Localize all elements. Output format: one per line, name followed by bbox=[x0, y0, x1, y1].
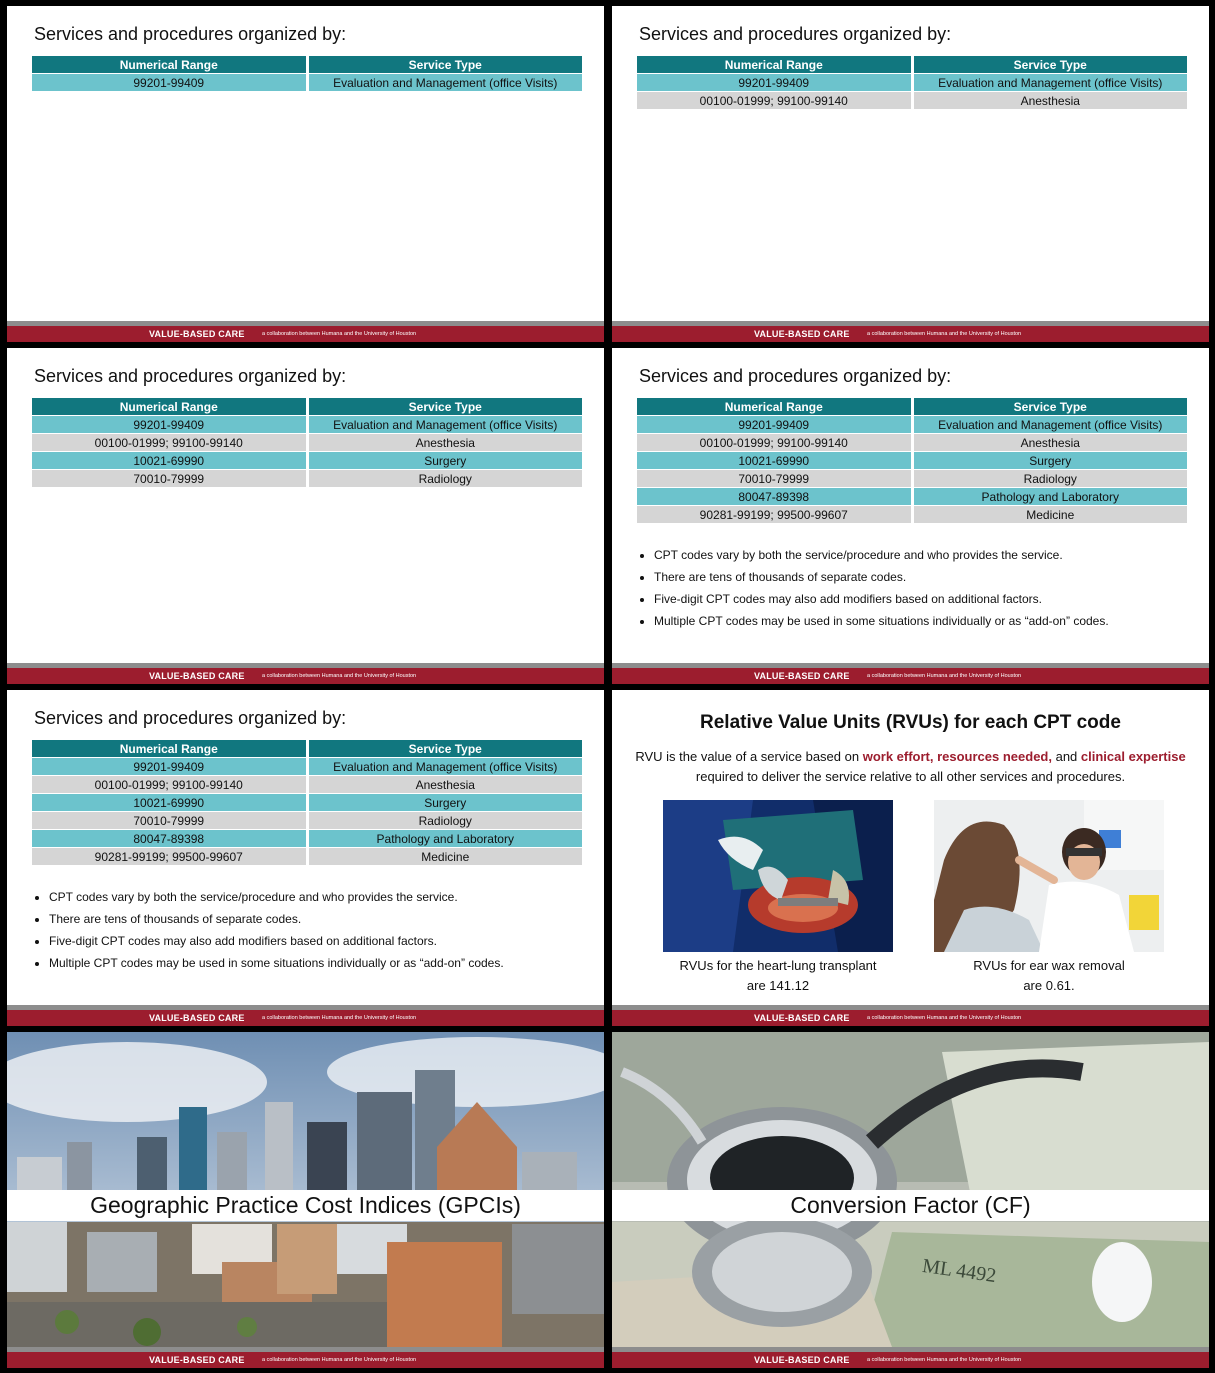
slide-title: Services and procedures organized by: bbox=[34, 366, 347, 386]
header-service-type: Service Type bbox=[309, 56, 583, 73]
type-cell: Anesthesia bbox=[309, 776, 583, 793]
footer-brand: VALUE-BASED CARE bbox=[149, 671, 245, 681]
type-cell: Pathology and Laboratory bbox=[914, 488, 1188, 505]
type-cell: Radiology bbox=[309, 470, 583, 487]
cpt-table bbox=[29, 397, 585, 488]
desc-suffix: required to deliver the service relative to all other services and procedures. bbox=[695, 769, 1126, 784]
table-row bbox=[32, 416, 582, 433]
type-cell: Radiology bbox=[309, 812, 583, 829]
list-item: • Multiple CPT codes may be used in some situations individually or as “add-on” codes. bbox=[654, 614, 1109, 628]
range-cell: 00100-01999; 99100-99140 bbox=[32, 434, 306, 451]
type-cell: Surgery bbox=[914, 452, 1188, 469]
type-cell: Anesthesia bbox=[914, 92, 1188, 109]
range-cell: 00100-01999; 99100-99140 bbox=[637, 434, 911, 451]
table-row bbox=[32, 758, 582, 775]
table-header-row bbox=[637, 56, 1187, 73]
footer-bar bbox=[612, 663, 1209, 684]
range-cell: 70010-79999 bbox=[32, 812, 306, 829]
footer-bar bbox=[612, 1005, 1209, 1026]
footer-brand: VALUE-BASED CARE bbox=[149, 1013, 245, 1023]
header-numerical-range: Numerical Range bbox=[637, 398, 911, 415]
table-row bbox=[32, 470, 582, 487]
table-row bbox=[32, 812, 582, 829]
footer-bar bbox=[7, 321, 604, 342]
footer-brand: VALUE-BASED CARE bbox=[754, 1355, 850, 1365]
header-numerical-range: Numerical Range bbox=[32, 56, 306, 73]
footer-brand: VALUE-BASED CARE bbox=[754, 329, 850, 339]
type-cell: Medicine bbox=[309, 848, 583, 865]
ear-exam-illustration bbox=[934, 800, 1164, 952]
footer-collab: a collaboration between Humana and the University of Houston bbox=[262, 1015, 417, 1021]
type-cell: Evaluation and Management (office Visits) bbox=[309, 758, 583, 775]
rvu-title: Relative Value Units (RVUs) for each CPT code bbox=[700, 712, 1121, 733]
type-cell: Surgery bbox=[309, 794, 583, 811]
footer-brand: VALUE-BASED CARE bbox=[149, 1355, 245, 1365]
table-row bbox=[32, 74, 582, 91]
footer-brand: VALUE-BASED CARE bbox=[754, 671, 850, 681]
range-cell: 80047-89398 bbox=[32, 830, 306, 847]
range-cell: 70010-79999 bbox=[32, 470, 306, 487]
footer-collab: a collaboration between Humana and the University of Houston bbox=[262, 331, 417, 337]
desc-prefix: RVU is the value of a service based on bbox=[635, 749, 863, 764]
footer-collab: a collaboration between Humana and the University of Houston bbox=[262, 673, 417, 679]
footer-collab: a collaboration between Humana and the University of Houston bbox=[262, 1357, 417, 1363]
surgery-illustration bbox=[663, 800, 893, 952]
slide-1[interactable] bbox=[7, 6, 604, 342]
slide-title: Services and procedures organized by: bbox=[639, 24, 952, 44]
table-row bbox=[32, 452, 582, 469]
footer-bar bbox=[7, 1347, 604, 1368]
table-row bbox=[637, 506, 1187, 523]
table-header-row bbox=[32, 740, 582, 757]
footer-bar bbox=[612, 321, 1209, 342]
ear-exam-photo bbox=[934, 800, 1164, 952]
slide-2[interactable] bbox=[612, 6, 1209, 342]
range-cell: 10021-69990 bbox=[637, 452, 911, 469]
header-numerical-range: Numerical Range bbox=[637, 56, 911, 73]
desc-mid: and bbox=[1051, 749, 1081, 764]
highlight-clinical-expertise: clinical expertise bbox=[1080, 749, 1186, 764]
type-cell: Medicine bbox=[914, 506, 1188, 523]
cpt-notes-list bbox=[29, 890, 504, 978]
table-row bbox=[32, 830, 582, 847]
type-cell: Evaluation and Management (office Visits) bbox=[914, 416, 1188, 433]
table-row bbox=[637, 470, 1187, 487]
table-row bbox=[637, 452, 1187, 469]
slide-6-rvu[interactable] bbox=[612, 690, 1209, 1026]
range-cell: 99201-99409 bbox=[637, 416, 911, 433]
range-cell: 00100-01999; 99100-99140 bbox=[637, 92, 911, 109]
table-header-row bbox=[32, 398, 582, 415]
table-row bbox=[637, 434, 1187, 451]
footer-collab: a collaboration between Humana and the University of Houston bbox=[867, 1015, 1022, 1021]
slide-title: Services and procedures organized by: bbox=[34, 708, 347, 728]
footer-collab: a collaboration between Humana and the University of Houston bbox=[867, 1357, 1022, 1363]
list-item: • CPT codes vary by both the service/procedure and who provides the service. bbox=[49, 890, 504, 904]
surgery-photo bbox=[663, 800, 893, 952]
header-numerical-range: Numerical Range bbox=[32, 740, 306, 757]
type-cell: Surgery bbox=[309, 452, 583, 469]
table-row bbox=[637, 74, 1187, 91]
footer-collab: a collaboration between Humana and the University of Houston bbox=[867, 331, 1022, 337]
slide-title: Services and procedures organized by: bbox=[639, 366, 952, 386]
type-cell: Evaluation and Management (office Visits) bbox=[309, 74, 583, 91]
slide-title: Services and procedures organized by: bbox=[34, 24, 347, 44]
gpci-title: Geographic Practice Cost Indices (GPCIs) bbox=[7, 1190, 604, 1221]
rvu-description bbox=[622, 747, 1199, 787]
caption-line: are 141.12 bbox=[746, 978, 810, 993]
list-item: • Five-digit CPT codes may also add modifiers based on additional factors. bbox=[49, 934, 504, 948]
caption-line: RVUs for the heart-lung transplant bbox=[679, 958, 877, 973]
table-row bbox=[32, 776, 582, 793]
slide-3[interactable] bbox=[7, 348, 604, 684]
list-item: • There are tens of thousands of separate codes. bbox=[49, 912, 504, 926]
footer-bar bbox=[612, 1347, 1209, 1368]
cpt-table bbox=[634, 55, 1190, 110]
cpt-table bbox=[29, 55, 585, 92]
range-cell: 10021-69990 bbox=[32, 452, 306, 469]
range-cell: 99201-99409 bbox=[637, 74, 911, 91]
range-cell: 80047-89398 bbox=[637, 488, 911, 505]
slide-7-gpci[interactable] bbox=[7, 1032, 604, 1368]
list-item: • There are tens of thousands of separate codes. bbox=[654, 570, 1109, 584]
slide-4[interactable] bbox=[612, 348, 1209, 684]
table-header-row bbox=[637, 398, 1187, 415]
table-row bbox=[32, 434, 582, 451]
header-numerical-range: Numerical Range bbox=[32, 398, 306, 415]
list-item: • Multiple CPT codes may be used in some situations individually or as “add-on” codes. bbox=[49, 956, 504, 970]
table-row bbox=[637, 92, 1187, 109]
slide-8-cf[interactable] bbox=[612, 1032, 1209, 1368]
footer-collab: a collaboration between Humana and the University of Houston bbox=[867, 673, 1022, 679]
ear-wax-caption bbox=[924, 956, 1174, 996]
range-cell: 10021-69990 bbox=[32, 794, 306, 811]
type-cell: Evaluation and Management (office Visits) bbox=[309, 416, 583, 433]
range-cell: 00100-01999; 99100-99140 bbox=[32, 776, 306, 793]
caption-line: are 0.61. bbox=[1023, 978, 1075, 993]
table-row bbox=[32, 848, 582, 865]
slide-5[interactable] bbox=[7, 690, 604, 1026]
range-cell: 99201-99409 bbox=[32, 758, 306, 775]
range-cell: 70010-79999 bbox=[637, 470, 911, 487]
header-service-type: Service Type bbox=[914, 398, 1188, 415]
heart-lung-caption bbox=[653, 956, 903, 996]
footer-bar bbox=[7, 663, 604, 684]
cpt-table bbox=[29, 739, 585, 866]
cpt-notes-list bbox=[634, 548, 1109, 636]
range-cell: 90281-99199; 99500-99607 bbox=[637, 506, 911, 523]
cf-title: Conversion Factor (CF) bbox=[612, 1190, 1209, 1221]
footer-brand: VALUE-BASED CARE bbox=[149, 329, 245, 339]
table-row bbox=[32, 794, 582, 811]
header-service-type: Service Type bbox=[914, 56, 1188, 73]
type-cell: Evaluation and Management (office Visits) bbox=[914, 74, 1188, 91]
type-cell: Pathology and Laboratory bbox=[309, 830, 583, 847]
highlight-work-effort: work effort, resources needed, bbox=[862, 749, 1052, 764]
list-item: • Five-digit CPT codes may also add modifiers based on additional factors. bbox=[654, 592, 1109, 606]
cpt-table bbox=[634, 397, 1190, 524]
type-cell: Anesthesia bbox=[914, 434, 1188, 451]
table-row bbox=[637, 416, 1187, 433]
range-cell: 99201-99409 bbox=[32, 416, 306, 433]
caption-line: RVUs for ear wax removal bbox=[973, 958, 1125, 973]
header-service-type: Service Type bbox=[309, 740, 583, 757]
table-row bbox=[637, 488, 1187, 505]
list-item: • CPT codes vary by both the service/procedure and who provides the service. bbox=[654, 548, 1109, 562]
footer-bar bbox=[7, 1005, 604, 1026]
range-cell: 90281-99199; 99500-99607 bbox=[32, 848, 306, 865]
range-cell: 99201-99409 bbox=[32, 74, 306, 91]
type-cell: Anesthesia bbox=[309, 434, 583, 451]
footer-brand: VALUE-BASED CARE bbox=[754, 1013, 850, 1023]
type-cell: Radiology bbox=[914, 470, 1188, 487]
bill-serial: ML 4492 bbox=[920, 1254, 998, 1288]
header-service-type: Service Type bbox=[309, 398, 583, 415]
table-header-row bbox=[32, 56, 582, 73]
